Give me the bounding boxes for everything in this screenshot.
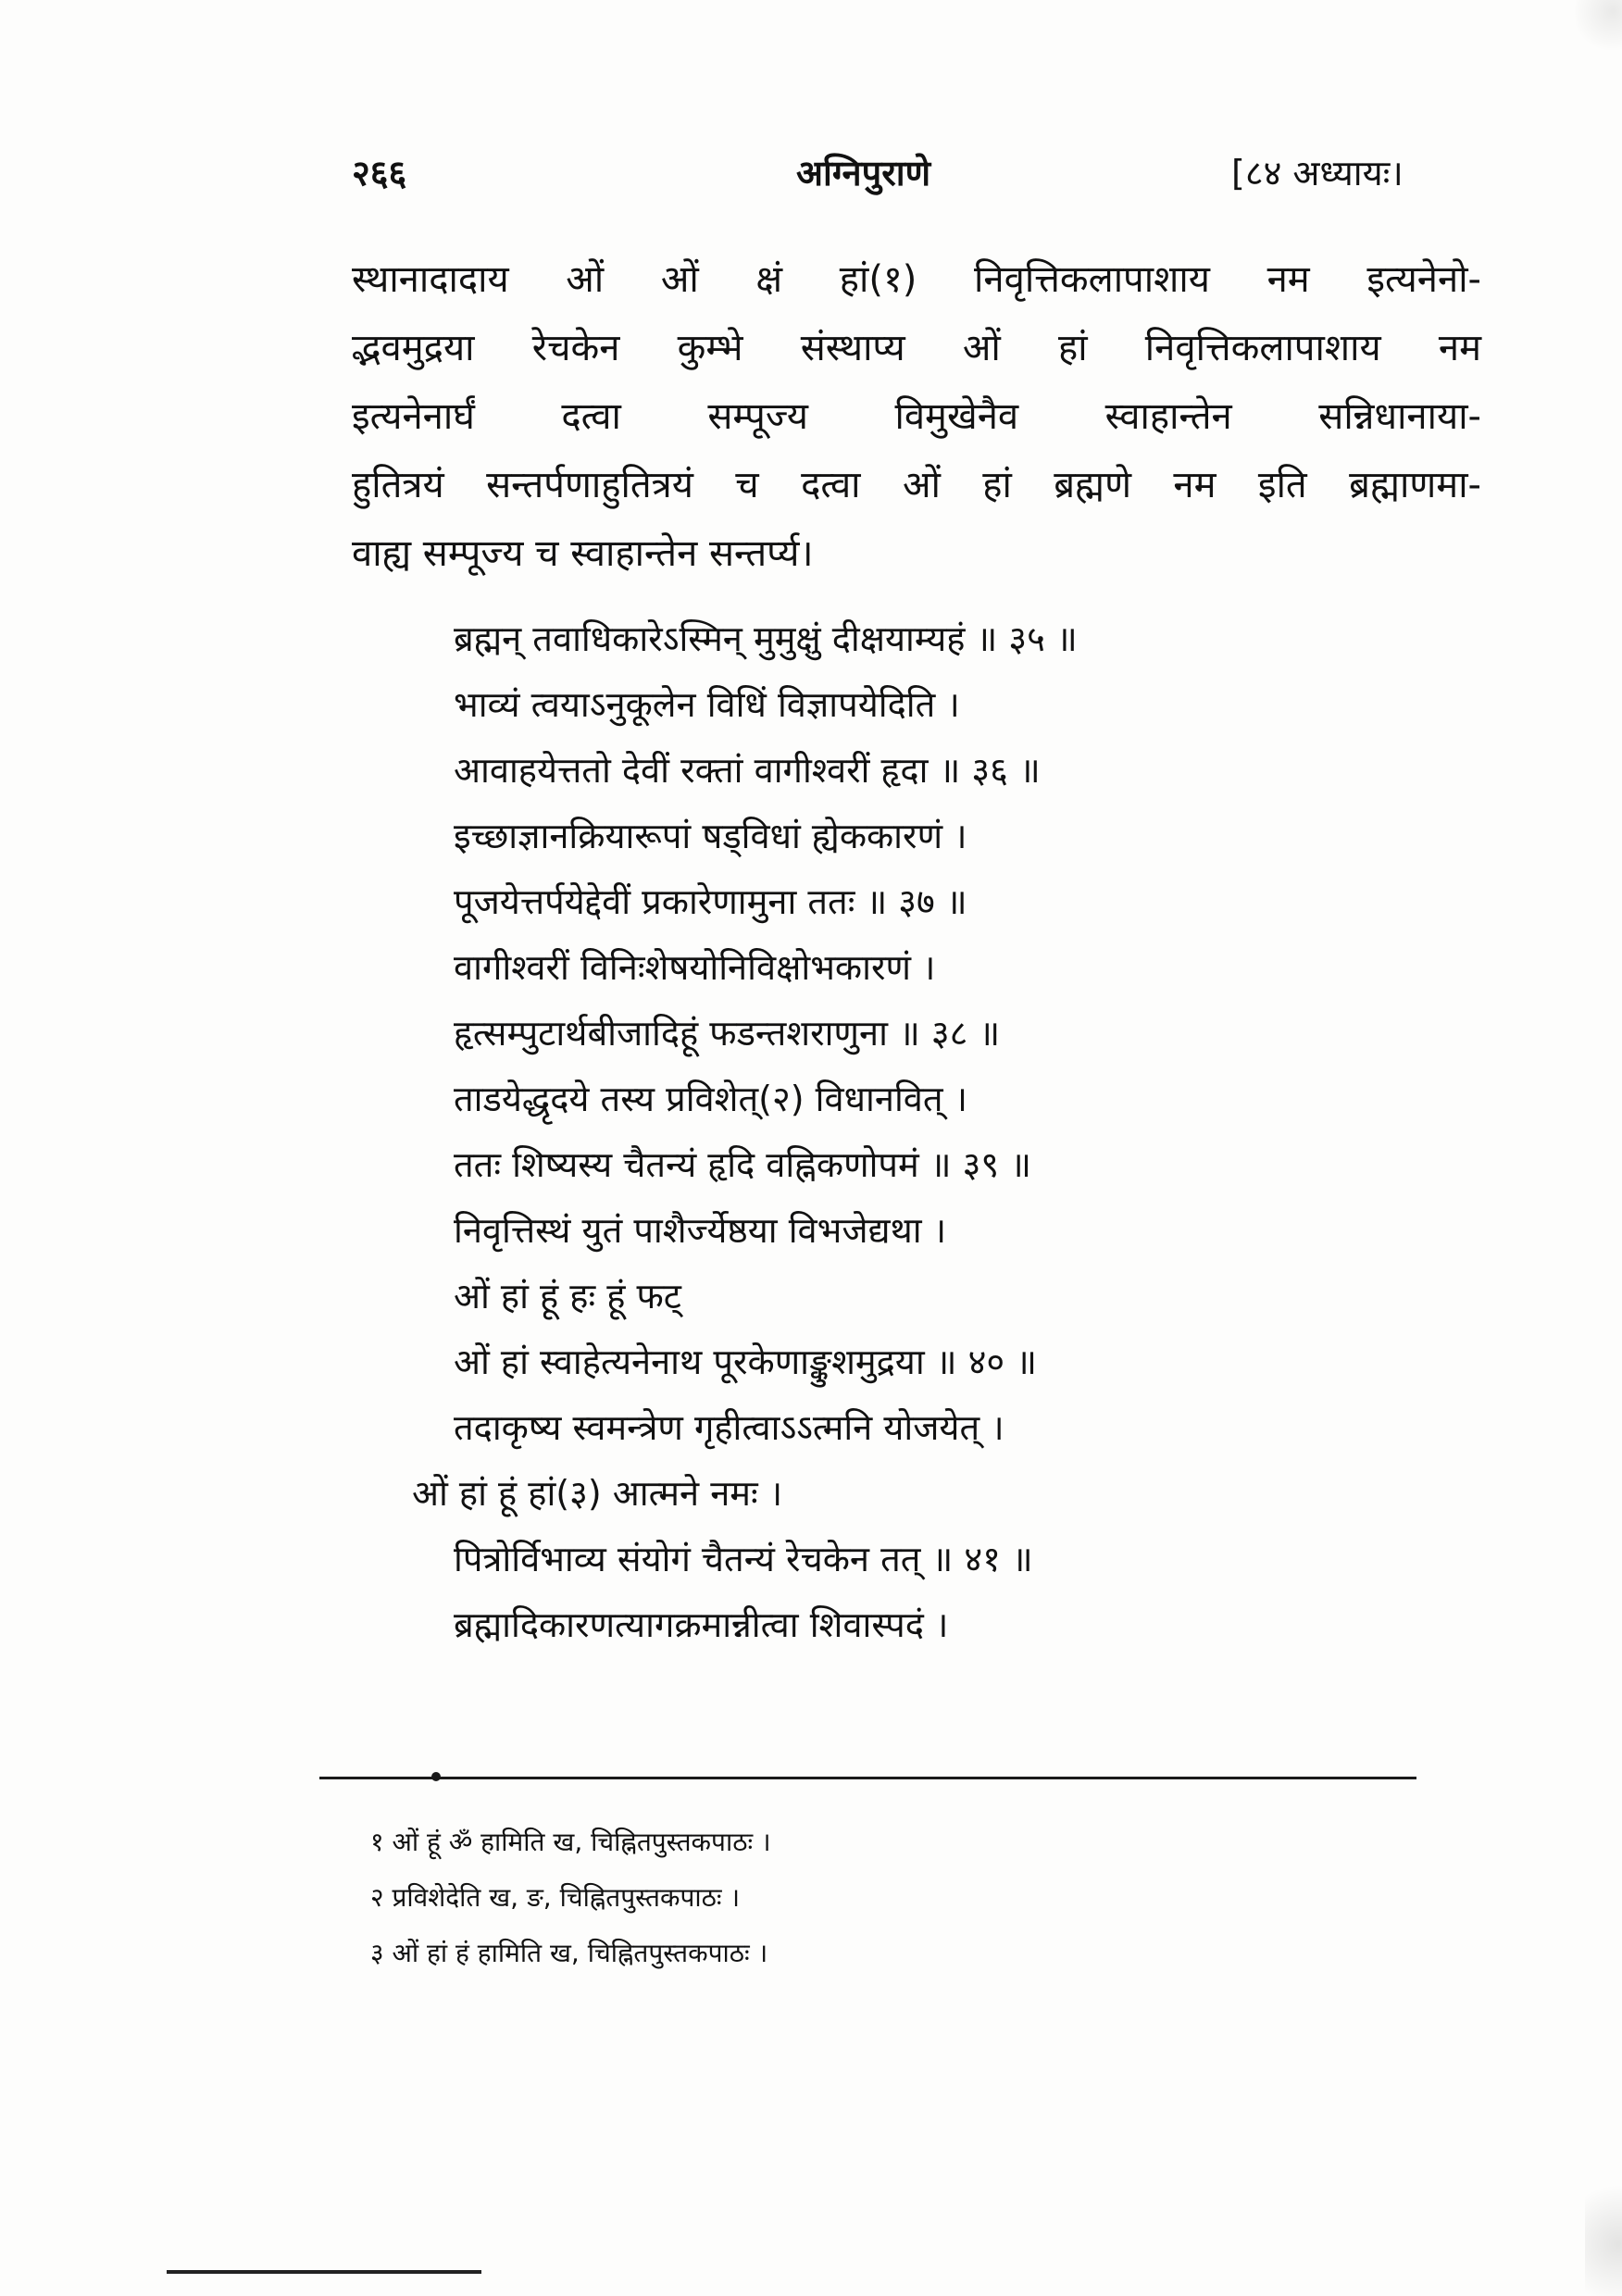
prose-line: द्भवमुद्रया रेचकेन कुम्भे संस्थाप्य ओं हां निवृत्तिकलापाशाय नम [352,327,1481,369]
running-title: अग्निपुराणे [796,153,931,193]
verse-line: इच्छाज्ञानक्रियारूपां षड्विधां ह्येककारणं । [454,816,967,856]
verse-block [412,606,1472,1658]
chapter-label: [८४ अध्यायः। [1231,153,1404,193]
verse-line: ब्रह्मन् तवाधिकारेऽस्मिन् मुमुक्षुं दीक्षयाम्यहं ॥ ३५ ॥ [454,618,1078,659]
verse-line: हृत्सम्पुटार्थबीजादिहूं फडन्तशराणुना ॥ ३८ ॥ [454,1013,1001,1054]
footnotes [370,1815,1389,1981]
verse-line: ताडयेद्धृदये तस्य प्रविशेत्(२) विधानवित् । [454,1079,968,1119]
verse-line: पूजयेत्तर्पयेद्देवीं प्रकारेणामुना ततः ॥ ३७ ॥ [454,881,967,922]
prose-line: इत्यनेनार्घं दत्वा सम्पूज्य विमुखेनैव स्वाहान्तेन सन्निधानाया- [352,395,1481,438]
mantra-line: ओं हां हूं हः हूं फट् [454,1276,681,1316]
verse-line: तदाकृष्य स्वमन्त्रेण गृहीत्वाऽऽत्मनि योजयेत् । [454,1407,1004,1448]
scan-edge-mark [167,2270,481,2274]
page-number: २६६ [352,153,407,193]
mantra-line: ओं हां हूं हां(३) आत्मने नमः । [412,1473,783,1514]
footnote: २ प्रविशेदेति ख, ङ, चिह्नितपुस्तकपाठः । [370,1882,741,1913]
verse-line: ततः शिष्यस्य चैतन्यं हृदि वह्निकणोपमं ॥ ३९ ॥ [454,1144,1032,1185]
footnote-divider [319,1777,1416,1779]
scan-smudge [1585,2166,1622,2296]
verse-line: आवाहयेत्ततो देवीं रक्तां वागीश्वरीं हृदा ॥ ३६ ॥ [454,750,1041,791]
verse-line: ब्रह्मादिकारणत्यागक्रमान्नीत्वा शिवास्पदं । [454,1604,949,1645]
prose-line: हुतित्रयं सन्तर्पणाहुतित्रयं च दत्वा ओं हां ब्रह्मणे नम इति ब्रह्माणमा- [352,464,1481,506]
prose-line: स्थानादादाय ओं ओं क्षं हां(१) निवृत्तिकलापाशाय नम इत्यनेनो- [352,258,1481,301]
prose-line: वाह्य सम्पूज्य च स्वाहान्तेन सन्तर्प्य। [352,532,814,575]
verse-line: ओं हां स्वाहेत्यनेनाथ पूरकेणाङ्कुशमुद्रया ॥ ४० ॥ [454,1341,1037,1382]
divider-ornament [431,1772,441,1781]
verse-line: भाव्यं त्वयाऽनुकूलेन विधिं विज्ञापयेदिति । [454,684,960,725]
footnote: १ ओं हूं ॐ हामिति ख, चिह्नितपुस्तकपाठः । [370,1827,771,1857]
page-header [343,148,1528,204]
footnote: ३ ओं हां हं हामिति ख, चिह्नितपुस्तकपाठः । [370,1938,768,1968]
verse-line: निवृत्तिस्थं युतं पाशैर्ज्येष्ठया विभजेद्यथा । [454,1210,947,1251]
prose-block [352,245,1481,588]
scan-smudge [1576,0,1622,56]
verse-line: पित्रोर्विभाव्य संयोगं चैतन्यं रेचकेन तत् ॥ ४१ ॥ [454,1539,1033,1579]
verse-line: वागीश्वरीं विनिःशेषयोनिविक्षोभकारणं । [454,947,936,988]
